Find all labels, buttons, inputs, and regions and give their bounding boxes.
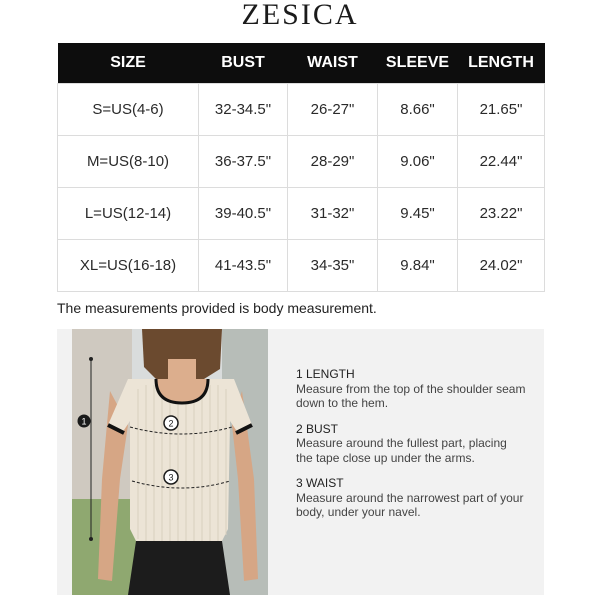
brand-logo: ZESICA xyxy=(241,0,359,31)
svg-text:1: 1 xyxy=(81,416,87,427)
measure-guide-panel xyxy=(57,329,544,595)
measurement-instructions xyxy=(296,367,526,531)
header-sleeve: SLEEVE xyxy=(378,43,458,84)
instruction-body: Measure around the narrowest part of your body, under your navel. xyxy=(296,490,524,519)
cell-sleeve: 9.06" xyxy=(378,136,458,188)
marker-waist xyxy=(164,470,178,484)
svg-text:2: 2 xyxy=(168,418,174,429)
pants xyxy=(128,541,230,595)
length-line-bottom xyxy=(89,537,93,541)
measurement-note: The measurements provided is body measurement. xyxy=(57,300,377,316)
size-chart-table xyxy=(57,43,545,292)
cell-size: M=US(8-10) xyxy=(58,136,199,188)
cell-bust: 39-40.5" xyxy=(199,188,288,240)
marker-bust xyxy=(164,416,178,430)
cell-sleeve: 8.66" xyxy=(378,84,458,136)
table-row xyxy=(58,240,545,292)
cell-size: XL=US(16-18) xyxy=(58,240,199,292)
model-illustration xyxy=(72,329,268,595)
table-header-row xyxy=(58,43,545,84)
cell-length: 22.44" xyxy=(458,136,545,188)
cell-length: 23.22" xyxy=(458,188,545,240)
cell-waist: 28-29" xyxy=(288,136,378,188)
cell-waist: 34-35" xyxy=(288,240,378,292)
instruction-title: 3 WAIST xyxy=(296,476,344,490)
cell-sleeve: 9.84" xyxy=(378,240,458,292)
header-size: SIZE xyxy=(58,43,199,84)
header-length: LENGTH xyxy=(458,43,545,84)
instruction-title: 2 BUST xyxy=(296,421,339,436)
cell-bust: 32-34.5" xyxy=(199,84,288,136)
cell-bust: 36-37.5" xyxy=(199,136,288,188)
cell-size: L=US(12-14) xyxy=(58,188,199,240)
model-photo xyxy=(72,329,268,595)
cell-size: S=US(4-6) xyxy=(58,84,199,136)
marker-length xyxy=(78,415,91,428)
instruction-bust xyxy=(296,422,526,466)
svg-text:3: 3 xyxy=(168,472,174,483)
table-row xyxy=(58,136,545,188)
length-line-top xyxy=(89,357,93,361)
instruction-waist xyxy=(296,476,526,520)
instruction-title: 1 LENGTH xyxy=(296,367,355,381)
instruction-body: Measure around the fullest part, placing the tape close up under the arms. xyxy=(296,436,507,465)
instruction-length xyxy=(296,367,526,411)
cell-length: 21.65" xyxy=(458,84,545,136)
cell-waist: 31-32" xyxy=(288,188,378,240)
cell-sleeve: 9.45" xyxy=(378,188,458,240)
cell-length: 24.02" xyxy=(458,240,545,292)
table-row xyxy=(58,188,545,240)
cell-bust: 41-43.5" xyxy=(199,240,288,292)
cell-waist: 26-27" xyxy=(288,84,378,136)
instruction-body: Measure from the top of the shoulder seam down to the hem. xyxy=(296,381,526,410)
header-waist: WAIST xyxy=(288,43,378,84)
header-bust: BUST xyxy=(199,43,288,84)
table-row xyxy=(58,84,545,136)
